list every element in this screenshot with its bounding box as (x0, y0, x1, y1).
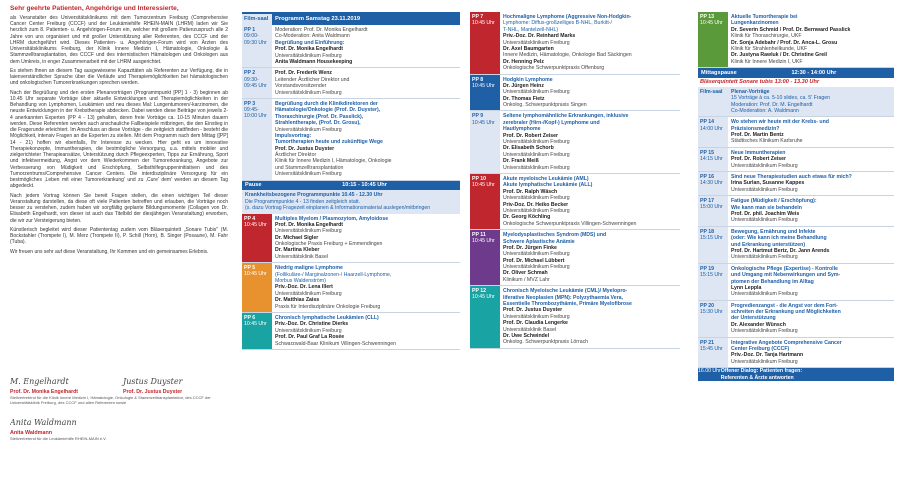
session-line: (s. dazu Vortrag Fragezeit einplanen & Informationsmaterial auslegen/mitbringen (245, 205, 431, 212)
entry-line: Klinik für Thoraxchirurgie, UKF (731, 33, 802, 40)
entry-time: 09:00-09:30 Uhr (244, 33, 267, 46)
entry-tag (698, 338, 728, 368)
entry-tag (470, 111, 500, 173)
entry-line: Dr. Matthias Zaiss (275, 297, 320, 304)
entry-line: Prof. Dr. Monika Engelhardt (275, 221, 344, 228)
program-entry (242, 313, 460, 350)
entry-time: 14:15 Uhr (700, 156, 723, 163)
entry-line: Aktuelle Tumortherapie bei (731, 14, 798, 20)
entry-line: Vorstandsvorsitzender (275, 83, 327, 90)
entry-line: Universitätsklinikum Freiburg (731, 217, 798, 224)
entry-body (728, 227, 894, 263)
entry-line: Universitätsklinikum Freiburg (731, 254, 798, 261)
entry-number: PP 3 (244, 100, 256, 107)
intro-paragraph: Nach jedem Vortrag können Sie bereit Fragen stellen, die einen wichtigen Teil dieser Veranstaltung darstellen, da diese oft viele Patienten betreffen und erlauben, die Vorträge noch besser zu verstehen, zudem haben wir sorgfältig geplante Bildungsmomente (Collagen von Dr. Elisabeth Engelhardt, von dieser ist auch das Titelbild der diesjährigen Veranstaltung) erworben, die wir zur Versteigerung bieten. (10, 192, 228, 224)
entry-line: Hochmaligne Lymphome (Aggressive Non-Hodgkin- (503, 14, 632, 20)
entry-line: Dr. Justyna Rawluk / Dr. Christine Greil (731, 52, 827, 59)
entry-line: Akute myeloische Leukämie (AML) (503, 175, 589, 182)
entry-line: Essentielle Thrombozythämie, Primäre Myelofibrose (503, 301, 632, 308)
entry-time: 10:45 Uhr (472, 82, 495, 89)
entry-number: PP 21 (700, 339, 715, 346)
entry-line: Schwere Aplastische Anämie (503, 238, 575, 245)
entry-line: Dr. Jürgen Heinz (503, 82, 544, 89)
entry-time: 10:45 Uhr (472, 119, 495, 126)
program-entry (698, 117, 894, 148)
intro-letter (10, 5, 228, 480)
entry-line: Klinik für Innere Medizin I, UKF (731, 58, 803, 65)
program-entry (242, 68, 460, 99)
entry-line: Universitätsklinikum Freiburg (503, 89, 570, 96)
program-entry (698, 301, 894, 338)
entry-number: PP 15 (700, 149, 715, 156)
entry-line: und Erkrankung unterstützen) (731, 241, 806, 248)
entry-body (500, 111, 680, 173)
entry-line: Universitätsklinikum Freiburg (503, 251, 570, 258)
entry-time: 10:45 Uhr (244, 221, 267, 228)
program-entry (470, 75, 680, 112)
entry-number: PP 13 (700, 14, 715, 20)
entry-line: Universitätsklinikum Freiburg (275, 126, 342, 133)
pause-time: 10:15 - 10:45 Uhr (342, 182, 387, 189)
entry-number: PP 18 (700, 228, 715, 235)
program-entries (698, 117, 894, 368)
closing-line: Referenten & Ärzte antworten (720, 374, 794, 381)
entry-time: 15:00 Uhr (700, 204, 723, 211)
entry-line: und Stammzelltransplantation (275, 164, 344, 171)
entry-line: Dr. Sonja Adebahr / Prof. Dr. Anca-L. Grosu (731, 39, 838, 46)
entry-number: PP 4 (244, 215, 256, 222)
intro-paragraph: Künstlerisch begleitet wird dieser Patiententag zudem vom Bläserquintett „Sonare Tubis" (M. Bockstahler (Trompete I), M. Merz (Trompete II), P. Schill (Horn), B. Singer (Posaune), M. Fahr (Tuba). (10, 226, 228, 246)
entry-line: T-NHL, Mantelzell-NHL) (503, 26, 559, 33)
entry-line: und Umgang mit Nebenwirkungen und Sym- (731, 272, 841, 279)
entry-body (272, 68, 460, 98)
entry-time: 10:45 Uhr (472, 294, 495, 301)
entry-line: schreiten der Erkrankung und Möglichkeiten (731, 309, 841, 316)
intro-paragraph: Nach der Begrüßung und den ersten Plenarvorträgen (Programmpunkt [PP] 1 - 3) beginnen ab 10.45 Uhr separate Vorträge über aktuelle Entwicklungen und Therapiemöglichkeiten in der Behandlung von Lymphomen, Leukämien und neu dieses Mal: Lungentumoren/-karzinomen, die neuste Entwicklungen in der Krebstherapie abdecken. Dabei werden diese Beiträge von jeweils 2-4 anerkannten Experten (PP 4 - 13) gehalten, deren freie Vorträge ca. 10-15 Minuten dauern werden. Diese Referenten werden auch anschauliche Fallbeispiele mitbringen, die den Einstieg in die Fragerunde erleichtert. Im Anschluss an diese Vorträge - die zeitgleich stattfinden - besteht die Möglichkeit, intensiv Fragen an die Experten zu stellen. Mit dem Programm nach dem Mittag ([PP] 14 - 21) hoffen wir ebenfalls, Ihr Interesse zu wecken. Hier geht es um innovative Therapiekonzepte, Immuntherapien, die bestmögliche Versorgung, u.a. mittels mobiler und zielgerichteter Therapieansätze, Unterstützung durch Pflegeexperten, Tipps zur Ernährung, Sport und infektvermeidung, Angst vor dem Wiederkommen der Tumorerkrankung, Angebote zur Verbesserung von Müdigkeit und Erschöpfung, Selbsthilfegruppeninitiativen und des Tumorzentrums/Comprehensive Cancer Centers. Die interdisziplinäre Versorgung für ein bestmögliches ‚Leben mit einer Tumorerkrankung' und zu ‚Cure' dem' werden an diesem Tag abgedeckt. (10, 89, 228, 190)
entry-line: (Follikuläre-/ Marginalzonen-/ Haarzell-Lymphome, (275, 271, 392, 278)
signature-image: Justus Duyster (123, 377, 183, 386)
signature-name: Anita Waldmann (10, 429, 53, 436)
signature-image: M. Engelhardt (10, 377, 69, 386)
entry-number: PP 12 (472, 288, 487, 295)
pause-label: Pause (245, 182, 262, 189)
entry-line: Bewegung, Ernährung und Infekte (731, 228, 816, 235)
signature-image: Anita Waldmann (10, 417, 77, 427)
entry-line: Universitätsklinikum Freiburg (275, 89, 342, 96)
pause-bar (242, 181, 460, 191)
entry-line: Priv.-Doz. Dr. Tanja Hartmann (731, 352, 804, 359)
entry-line: Co-Moderation: Anita Waldmann (275, 33, 350, 40)
entry-line: Universitätsklinikum Freiburg (731, 358, 798, 365)
entry-line: Universitätsklinikum Freiburg (503, 139, 570, 146)
entry-line: Universitätsklinikum Freiburg (275, 228, 342, 235)
entry-body (500, 12, 680, 74)
entry-tag (698, 12, 728, 67)
entry-line: Moderation: Prof. Dr. M. Engelhardt (731, 101, 813, 108)
entry-line: Städtisches Klinikum Karlsruhe (731, 138, 803, 145)
entry-line: Dr. Elisabeth Schorb (503, 145, 554, 152)
entry-line: Prof. Dr. Ralph Wäsch (503, 188, 558, 195)
intro-paragraph: Es stehen Ihnen an diesem Tag ausgewiesene Kapazitäten als Referenten zur Verfügung, die in laienverständlicher Sprache über die Verläufe und Therapiemöglichkeiten bei hämatologischen und onkologischen Tumorerkrankungen sprechen werden. (10, 67, 228, 87)
entry-body (272, 313, 460, 349)
program-entry (698, 227, 894, 264)
program-entry (698, 264, 894, 301)
entry-line: Niedrig maligne Lymphome (275, 265, 343, 272)
signature-name: Prof. Dr. Justus Duyster (123, 389, 183, 395)
entry-body (728, 172, 894, 195)
entry-line: Hämatologie/Onkologie (Prof. Dr. Duyster), (275, 107, 381, 114)
entry-line: Lynn Leppla (731, 284, 762, 291)
entry-line: Universitätsklinikum Freiburg (503, 195, 570, 202)
entry-line: Dr. Axel Baumgarten (503, 45, 554, 52)
entry-line: Prof. Dr. Robert Zeiser (731, 156, 787, 163)
entry-line: Universitätsklinikum Freiburg (503, 151, 570, 158)
entry-line: Praxis für Interdisziplinäre Onkologie Freiburg (275, 303, 381, 310)
program-entry (698, 12, 894, 68)
entry-line: Priv-Doz. Dr. Heiko Becker (503, 201, 569, 208)
entry-body (728, 117, 894, 147)
entry-line: Moderation: Prof. Dr. Monika Engelhardt (275, 27, 368, 34)
entry-number: PP 6 (244, 314, 256, 321)
entry-line: Dr. Michael Sigler (275, 234, 319, 241)
lunch-label: Mittagspause (701, 69, 737, 76)
entry-line: Thoraxchirurgie (Prof. Dr. Passlick), (275, 113, 364, 120)
entry-tag (698, 117, 728, 147)
entry-number: PP 14 (700, 119, 715, 126)
entry-body (500, 75, 680, 111)
entry-line: Universitätsklinikum Freiburg (731, 328, 798, 335)
session-line: Die Programmpunkte 4 - 13 finden zeitgleich statt. (245, 198, 361, 205)
program-column-2 (470, 12, 680, 349)
program-entry (698, 196, 894, 227)
entry-line: Dr. Georg Köchling (503, 214, 551, 221)
signature-note: Stellvertretend für die Klinik Innere Medizin I, Hämatologie, Onkologie & Stammzelltransplantation, des CCCF der Universitätsklinik Freiburg, des CCCF und allen Referenten sowie (10, 395, 211, 406)
signature-row (10, 377, 228, 395)
session-info (242, 190, 460, 213)
entry-line: Ärztlicher Direktor (275, 152, 317, 159)
entry-time: 10:45 Uhr (244, 321, 267, 328)
entry-line: Progredienzangst - die Angst vor dem Fort- (731, 302, 838, 309)
entry-line: Universitätsklinikum Freiburg (275, 290, 342, 297)
entry-line: Dr. Alexander Wünsch (731, 321, 786, 328)
entry-line: Klinikum / MVZ Lahr (503, 276, 550, 283)
entry-body (728, 196, 894, 226)
entry-line: Prof. Dr. Justus Duyster (275, 145, 335, 152)
closing-line: Offener Dialog: Patienten fragen: (720, 368, 803, 375)
program-entry (698, 148, 894, 172)
entry-tag (242, 313, 272, 349)
intro-paragraph: Wir freuen uns sehr auf diese Veranstaltung, Ihr Kommen und ein gemeinsames Erlebnis. (10, 248, 209, 255)
entry-time: 14:30 Uhr (700, 180, 723, 187)
entry-line: Dr. Oliver Schmah (503, 270, 548, 277)
entry-line: Dr. Thomas Fietz (503, 95, 545, 102)
entry-line: Seltene lymphomähnliche Erkrankungen, inklusive (503, 113, 629, 120)
plenar-header (698, 87, 894, 118)
entry-line: Hautlymphome (503, 126, 541, 133)
entry-tag (698, 227, 728, 263)
entry-line: Begrüßung und Einführung: (275, 39, 345, 46)
entry-line: Onkologische Schwerpunktpraxis Villingen-Schwenningen (503, 220, 637, 227)
entry-line: Klinik für Strahlenheilkunde, UKF (731, 45, 808, 52)
entry-time: 10:45 Uhr (472, 20, 495, 27)
program-entry (470, 286, 680, 349)
entry-tag (470, 174, 500, 229)
program-column-3 (698, 12, 894, 381)
entry-line: Plenar-Vorträge (731, 88, 770, 95)
entry-time: 15:30 Uhr (700, 308, 723, 315)
entry-line: Universitätsklinikum Freiburg (275, 52, 342, 59)
entry-tag (242, 263, 272, 312)
entry-line: Universitätsklinikum Freiburg (275, 171, 342, 178)
intro-paragraph: als Veranstalter des Universitätsklinikums mit dem Tumorzentrum Freiburg (Comprehensive Cancer Center Freiburg (CCCF) und der Leukämiehilfe RHEIN-MAIN (LHRM) laden wir Sie herzlich zum 8. Patienten- u. Angehörigen-Forum ein, welcher mit großem Patienzuspruch alle 2 Jahre von uns organisiert und mit großer Unterstützung aller Referenten, des CCCF und der LHRM durchgeführt wird. Dieses Patienten- u. Angehörigen-Forum wird von Ärzten des Universitätsklinikums Freiburg, der Klinik Innere Medizin I, Hämatologie, Onkologie & Stammzelltransplantation, des CCCF und des internistischen Hämatologen und Onkologen aus dem Umkreis, in enger Zusammenarbeit mit der LHRM ausgerichtet. (10, 14, 228, 65)
intro-paragraphs (10, 15, 228, 255)
entry-line: Tumortherapien heute und zukünftige Wege (275, 139, 383, 146)
entry-tag (242, 25, 272, 67)
entry-line: Co-Moderation: A. Waldmann (731, 107, 799, 114)
entry-line: Dr. Uwe Schwindel (503, 332, 550, 339)
entry-time: 09:30-09:45 Uhr (244, 76, 267, 89)
entry-line: 15 Vorträge à ca. 5-10 slides, ca. 5' Fragen (731, 95, 831, 102)
header-room: Film-saal (244, 16, 269, 22)
entry-line: Prof. Dr. Hartmut Bertz, Dr. Jann Arends (731, 247, 830, 254)
entry-line: Morbus Waldenström) (275, 278, 326, 285)
entry-body (728, 148, 894, 171)
signature-name: Prof. Dr. Monika Engelhardt (10, 389, 79, 395)
entry-body (500, 230, 680, 285)
entry-tag (470, 12, 500, 74)
header-title: Programm Samstag 23.11.2019 (272, 14, 460, 25)
entry-number: PP 1 (244, 27, 256, 34)
entry-line: ptomen der Behandlung im Alltag (731, 278, 814, 285)
entry-line: Prof. Dr. Jürgen Finke (503, 244, 557, 251)
entry-line: Prof. Dr. Michael Lübbert (503, 257, 565, 264)
entry-time: 15:15 Uhr (700, 271, 723, 278)
program-entries (470, 12, 680, 349)
program-entry (698, 338, 894, 369)
entry-line: Begrüßung durch die Klinikdirektoren der (275, 100, 378, 107)
entry-body (728, 301, 894, 337)
lunch-bar (698, 68, 894, 78)
entry-body (500, 174, 680, 229)
entry-body (272, 214, 460, 263)
entry-line: Prof. Dr. Martin Bentz (731, 132, 784, 139)
entry-line: Leitender Ärztlicher Direktor und (275, 76, 350, 83)
signature-duyster (123, 377, 228, 395)
entry-body (272, 99, 460, 180)
entry-line: Akute lymphatische Leukämie (ALL) (503, 182, 593, 189)
program-entry (242, 263, 460, 313)
entry-number: PP 20 (700, 302, 715, 309)
entry-line: Universitätsklinik Basel (503, 326, 557, 333)
entry-line: Universitätsklinikum Freiburg (731, 186, 798, 193)
intro-heading: Sehr geehrte Patienten, Angehörige und Interessierte, (10, 5, 179, 12)
entry-time: 15:15 Uhr (700, 235, 723, 242)
program-entry (470, 230, 680, 286)
entry-line: Universitätsklinikum Freiburg (731, 162, 798, 169)
entry-line: (oder: Wie kann ich meine Behandlung (731, 235, 827, 242)
entry-tag (470, 75, 500, 111)
entry-time: 14:00 Uhr (700, 125, 723, 132)
entry-line: Onkologische Schwerpunktpraxis Offenburg (503, 65, 605, 72)
entry-line: Präzisionsmedizin? (731, 125, 780, 132)
entry-line: Universitätsklinikum Freiburg (503, 164, 570, 171)
entry-line: Impulsvortrag: (275, 132, 312, 139)
entry-line: Lymphome: Diffus-großzelliges B-NHL, Burkitt-/ (503, 20, 612, 27)
entry-line: Universitätsklinikum Freiburg (731, 291, 798, 298)
entry-time: 09:45-10:00 Uhr (244, 107, 267, 120)
entry-line: Anita Waldmann Housekeeping (275, 59, 353, 66)
signature-engelhardt (10, 377, 115, 395)
entry-tag (242, 99, 272, 180)
entry-line: Universitätsklinikum Freiburg (503, 207, 570, 214)
entry-line: Schwarzwald-Baar Klinikum Villingen-Schwenningen (275, 340, 397, 347)
entry-number: PP 7 (472, 14, 484, 20)
entry-line: Integrative Angebote Comprehensive Cancer (731, 339, 842, 346)
program-entry (242, 25, 460, 68)
entry-line: Hodgkin Lymphome (503, 76, 553, 83)
entry-line: Prof. Dr. Paul Graf La Rosée (275, 334, 345, 341)
entry-tag (698, 196, 728, 226)
signature-waldmann (10, 418, 228, 441)
program-entry (470, 174, 680, 230)
entry-tag (698, 264, 728, 300)
entry-line: Innere Medizin, Hämatologie, Onkologie Bad Säckingen (503, 52, 632, 59)
entry-line: Onkolog. Schwerpunktpraxis Singen (503, 102, 587, 109)
entry-number: PP 2 (244, 70, 256, 77)
entry-number: PP 16 (700, 174, 715, 181)
entry-time: 10:45 Uhr (244, 271, 267, 278)
program-header (242, 12, 460, 25)
entry-number: PP 5 (244, 265, 256, 272)
entry-line: Prof. Dr. Justus Duyster (503, 307, 563, 314)
program-entry (470, 12, 680, 75)
entry-line: Universitätsklinikum Freiburg (275, 327, 342, 334)
plenar-details (728, 87, 894, 117)
entry-line: Center Freiburg (CCCF) (731, 346, 790, 353)
entry-line: Dr. Severin Schmid / Prof. Dr. Bernward Passlick (731, 26, 851, 33)
entry-time: 10:45 Uhr (700, 20, 723, 27)
entry-line: Klinik für Innere Medizin I, Hämatologie, Onkologie (275, 158, 392, 165)
program-column-1 (242, 12, 460, 350)
entry-line: Onkolog. Schwerpunktpraxis Lörrach (503, 339, 589, 346)
entry-line: Universitätsklinikum Freiburg (503, 264, 570, 271)
entry-line: Prof. Dr. Frederik Wenz (275, 70, 332, 77)
program-entries (242, 25, 460, 181)
program-entries (242, 214, 460, 350)
closing-text (721, 368, 802, 381)
entry-line: Prof. Dr. Claudia Lengerke (503, 320, 568, 327)
entry-body (728, 12, 894, 67)
session-title: Krankheitsbezogene Programmpunkte 10.45 - 12.30 Uhr (245, 192, 383, 199)
entry-tag (242, 68, 272, 98)
entry-line: Onkologische Praxis Freiburg + Emmendingen (275, 241, 383, 248)
entry-tag (470, 286, 500, 348)
entry-body (728, 338, 894, 368)
entry-number: PP 19 (700, 265, 715, 272)
entry-number: PP 9 (472, 113, 484, 120)
signature-block (10, 377, 228, 441)
entry-line: Priv.-Doz. Dr. Lena Illert (275, 284, 333, 291)
program-entry (242, 99, 460, 181)
entry-line: der Unterstützung (731, 315, 776, 322)
closing-dialog (698, 368, 894, 381)
entry-line: Myelodysplastisches Syndrom (MDS) und (503, 232, 607, 239)
entry-body (500, 286, 680, 348)
entry-line: Fatigue (Müdigkeit / Erschöpfung): (731, 198, 817, 205)
entry-number: PP 11 (472, 232, 486, 239)
entry-line: Strahlentherapie, (Prof. Dr. Grosu), (275, 120, 361, 127)
entry-tag (242, 214, 272, 263)
entry-line: Lungenkarzinomen (731, 20, 779, 27)
entry-line: Chronisch lymphatische Leukämien (CLL) (275, 314, 379, 321)
entry-number: PP 8 (472, 76, 484, 83)
entry-line: Dr. Frank Meiß (503, 158, 539, 165)
entry-tag (698, 172, 728, 195)
entry-tag (698, 301, 728, 337)
entry-line: Priv.-Doz. Dr. Christine Dierks (275, 321, 349, 328)
music-note: Bläserquintett Sonare tubis 13:00 - 13.30 Uhr (700, 78, 820, 85)
entry-line: Dr. Martina Kleber (275, 247, 320, 254)
entry-line: liferative Neoplasien (MPN): Polyzythaemia Vera, (503, 294, 623, 301)
program-entries (698, 12, 894, 68)
entry-tag (470, 230, 500, 285)
entry-line: Prof. Dr. Monika Engelhardt (275, 46, 344, 53)
entry-line: Universitätsklinikum Freiburg (503, 39, 570, 46)
entry-line: Prof. Dr. phil. Joachim Weis (731, 211, 800, 217)
program-entry (470, 111, 680, 174)
entry-number: PP 17 (700, 198, 715, 205)
entry-line: Universitätsklinik Basel (275, 253, 329, 260)
entry-line: zerebraler (Hirn-/Kopf-) Lymphome und (503, 119, 600, 126)
entry-body (728, 264, 894, 300)
signature-role: Stellvertretend für die Leukämiehilfe RHEIN-MAIN e.V. (10, 435, 107, 441)
entry-line: Wie kann man sie behandeln (731, 204, 802, 211)
entry-line: Multiples Myelom / Plasmozytom, Amyloidose (275, 215, 389, 222)
entry-body (272, 25, 460, 67)
entry-line: Dr. Henning Pelz (503, 58, 544, 65)
entry-time: 10:45 Uhr (472, 182, 495, 189)
program-entry (698, 172, 894, 196)
entry-line: Onkologische Pflege (Expertise) - Kontrolle (731, 265, 838, 272)
entry-line: Priv.-Doz. Dr. Reinhard Marks (503, 33, 576, 40)
entry-line: Universitätsklinikum Freiburg (503, 313, 570, 320)
entry-line: Neue Immuntherapien (731, 149, 786, 156)
entry-time: 10:45 Uhr (472, 238, 495, 245)
plenar-room: Film-saal (698, 87, 728, 117)
entry-time: 15:45 Uhr (700, 345, 723, 352)
entry-line: Wo stehen wir heute mit der Krebs- und (731, 119, 829, 126)
closing-time: 16.00 Uhr (698, 368, 721, 375)
entry-line: Prof. Dr. Robert Zeiser (503, 132, 559, 139)
entry-tag (698, 148, 728, 171)
entry-body (272, 263, 460, 312)
lunch-time: 12:30 - 14:00 Uhr (791, 69, 837, 76)
program-entry (242, 214, 460, 264)
entry-line: Sind neue Therapiestudien auch etwas für mich? (731, 174, 852, 181)
entry-line: Irina Surlan, Susanne Kappes (731, 180, 805, 187)
entry-line: Chronisch Myeloische Leukämie (CML)/ Myelopro- (503, 288, 628, 295)
entry-number: PP 10 (472, 175, 487, 182)
